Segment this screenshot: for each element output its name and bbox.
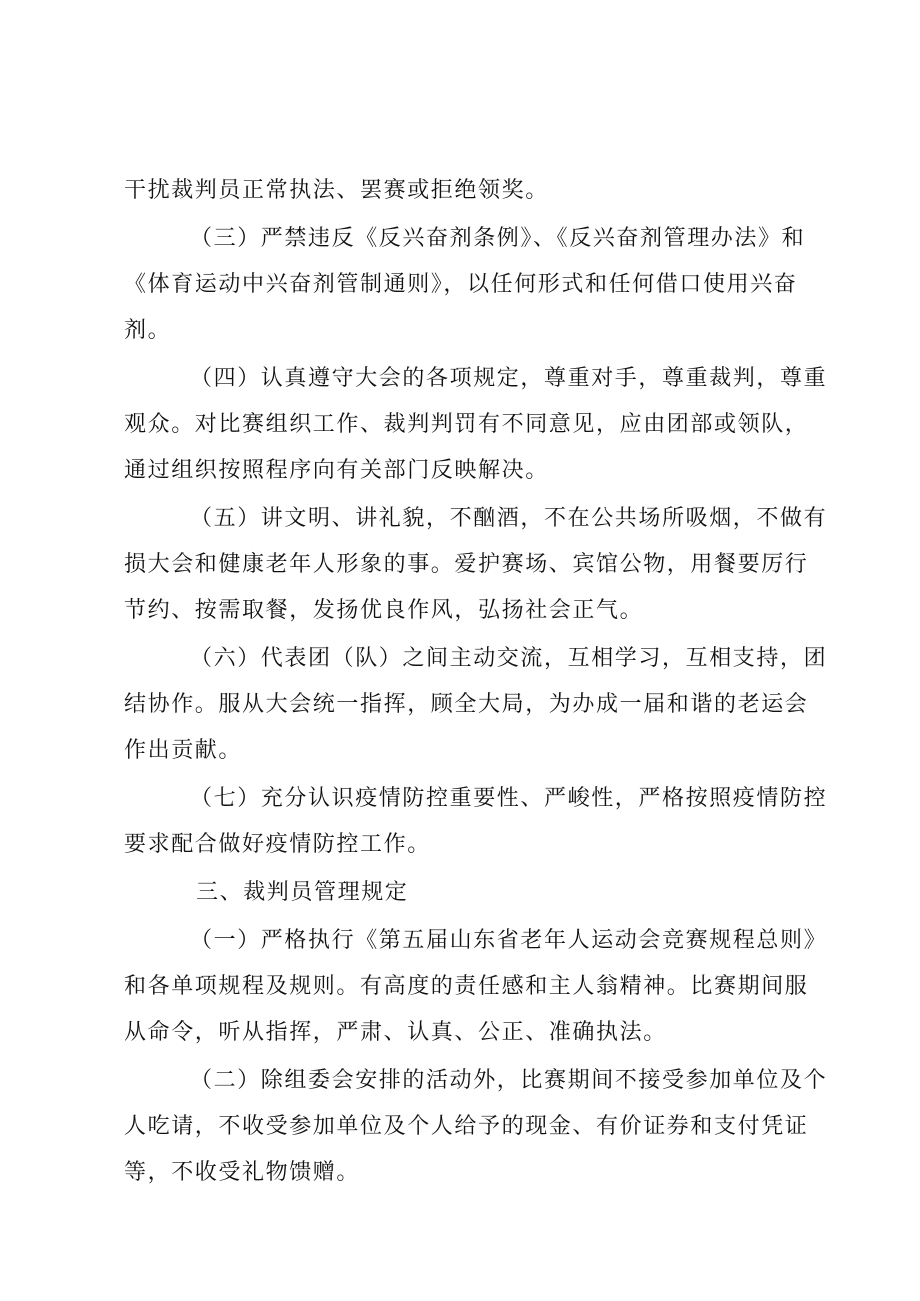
text-line: 通过组织按照程序向有关部门反映解决。: [124, 458, 549, 483]
paragraph-item-6: [124, 636, 828, 774]
text-line: 人吃请，不收受参加单位及个人给予的现金、有价证券和支付凭证: [124, 1114, 809, 1139]
text-line: 损大会和健康老年人形象的事。爱护赛场、宾馆公物，用餐要厉行: [124, 552, 809, 577]
paragraph-item-1: [124, 918, 828, 1056]
text-line: （五）讲文明、讲礼貌，不酗酒，不在公共场所吸烟，不做有: [190, 506, 828, 531]
paragraph-item-3: [124, 216, 804, 354]
text-line: 等，不收受礼物馈赠。: [124, 1160, 361, 1185]
text-line: （二）除组委会安排的活动外，比赛期间不接受参加单位及个: [190, 1068, 828, 1093]
text-line: （七）充分认识疫情防控重要性、严峻性，严格按照疫情防控: [190, 786, 828, 811]
text-line: （四）认真遵守大会的各项规定，尊重对手，尊重裁判，尊重: [190, 366, 828, 391]
text-line: 观众。对比赛组织工作、裁判判罚有不同意见，应由团部或领队，: [124, 412, 809, 437]
paragraph-continuation: [124, 168, 804, 214]
text-line: 作出贡献。: [124, 738, 243, 763]
paragraph-item-4: [124, 356, 828, 494]
text-line: 干扰裁判员正常执法、罢赛或拒绝领奖。: [124, 178, 549, 203]
text-line: （三）严禁违反《反兴奋剂条例》、《反兴奋剂管理办法》和: [190, 226, 806, 251]
section-heading-text: 三、裁判员管理规定: [196, 880, 409, 905]
text-line: （一）严格执行《第五届山东省老年人运动会竞赛规程总则》: [190, 928, 828, 953]
text-line: 节约、按需取餐，发扬优良作风，弘扬社会正气。: [124, 598, 644, 623]
text-line: （六）代表团（队）之间主动交流，互相学习，互相支持，团: [190, 646, 828, 671]
section-heading: [124, 870, 804, 916]
text-line: 《体育运动中兴奋剂管制通则》，以任何形式和任何借口使用兴奋: [124, 272, 798, 297]
document-body: [124, 168, 828, 1198]
paragraph-item-7: [124, 776, 828, 868]
paragraph-item-5: [124, 496, 828, 634]
text-line: 要求配合做好疫情防控工作。: [124, 832, 431, 857]
paragraph-item-2: [124, 1058, 828, 1196]
text-line: 和各单项规程及规则。有高度的责任感和主人翁精神。比赛期间服: [124, 974, 809, 999]
text-line: 从命令，听从指挥，严肃、认真、公正、准确执法。: [124, 1020, 667, 1045]
text-line: 结协作。服从大会统一指挥，顾全大局，为办成一届和谐的老运会: [124, 692, 809, 717]
text-line: 剂。: [124, 318, 172, 343]
